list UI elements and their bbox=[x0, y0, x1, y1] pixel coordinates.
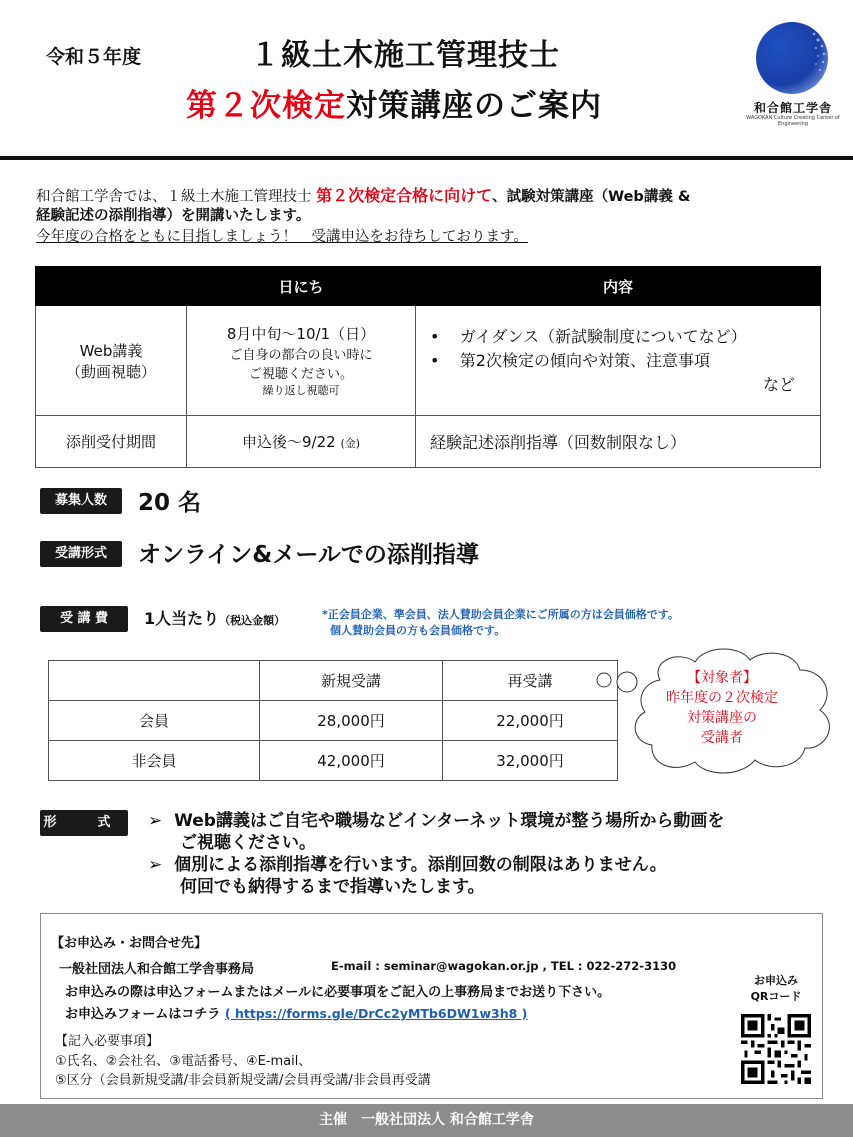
date-note: ご自身の都合の良い時に bbox=[229, 348, 373, 363]
fee-note: 個人賛助会員の方も会員価格です。 bbox=[330, 624, 506, 637]
capacity-value: 20 名 bbox=[138, 490, 202, 516]
format-item-1-cont: ご視聴ください。 bbox=[180, 833, 316, 853]
intro-highlight: 第２次検定合格に向けて bbox=[316, 186, 493, 205]
format-item-2: ➢ 個別による添削指導を行います。添削回数の制限はありません。 bbox=[148, 855, 667, 875]
web-lecture-content bbox=[416, 306, 821, 416]
date-note: ご視聴ください。 bbox=[248, 367, 353, 382]
web-lecture-date bbox=[187, 306, 416, 416]
content-item: • ガイダンス（新試験制度についてなど） bbox=[430, 326, 747, 346]
content-item: • 第2次検定の傾向や対策、注意事項 bbox=[430, 350, 710, 370]
price-table bbox=[48, 660, 618, 781]
format-value: オンライン&メールでの添削指導 bbox=[138, 542, 479, 568]
capacity-tag: 募集人数 bbox=[40, 488, 122, 514]
price-cell: 42,000円 bbox=[260, 741, 443, 781]
page-subtitle bbox=[186, 80, 602, 125]
intro-text-bold: 、試験対策講座（Web講義 & bbox=[492, 189, 691, 205]
target-heading: 【対象者】 bbox=[687, 670, 757, 686]
fee-note: *正会員企業、準会員、法人賛助会員企業にご所属の方は会員価格です。 bbox=[322, 608, 679, 621]
row-label: Web講義 bbox=[79, 341, 143, 360]
price-header-repeat: 再受講 bbox=[443, 661, 618, 701]
web-lecture-label bbox=[36, 306, 187, 416]
contact-heading: 【お申込み・お問合せ先】 bbox=[51, 936, 208, 951]
target-note bbox=[652, 668, 792, 748]
price-header-new: 新規受講 bbox=[260, 661, 443, 701]
target-line: 対策講座の bbox=[687, 710, 757, 726]
schedule-header-date: 日にち bbox=[187, 267, 416, 306]
required-items: ①氏名、②会社名、③電話番号、④E-mail、 bbox=[55, 1054, 312, 1069]
repeat-note: 繰り返し視聴可 bbox=[262, 384, 340, 397]
correction-period-date: 申込後～9/22 (金) bbox=[187, 416, 416, 468]
table-row bbox=[49, 741, 618, 781]
qr-label: お申込み QRコード bbox=[750, 974, 802, 1003]
subtitle-highlight: 第２次検定 bbox=[186, 88, 346, 124]
date-range: 8月中旬～10/1（日） bbox=[226, 325, 376, 343]
contact-form-line: お申込みフォームはコチラ ( https://forms.gle/DrCc2yMTb6DW1w3h8 ) bbox=[65, 1006, 528, 1022]
form-link[interactable]: ( https://forms.gle/DrCc2yMTb6DW1w3h8 ) bbox=[224, 1006, 528, 1021]
intro-line-2: 経験記述の添削指導）を開講いたします。 bbox=[36, 208, 311, 224]
contact-instruction: お申込みの際は申込フォームまたはメールに必要事項をご記入の上事務局までお送り下さい。 bbox=[65, 985, 611, 1000]
intro-line-1 bbox=[36, 185, 691, 208]
footer-organizer: 主催 一般社団法人 和合館工学舎 bbox=[0, 1104, 853, 1137]
content-suffix: など bbox=[762, 374, 795, 394]
fee-tag: 受 講 費 bbox=[40, 606, 128, 632]
qr-code-icon[interactable] bbox=[741, 1014, 811, 1084]
correction-period-content: 経験記述添削指導（回数制限なし） bbox=[416, 416, 821, 468]
arrow-icon: ➢ bbox=[148, 855, 163, 875]
required-heading: 【記入必要事項】 bbox=[55, 1034, 160, 1049]
logo-name: 和合館工学舎 bbox=[753, 101, 832, 115]
header-divider bbox=[0, 156, 853, 160]
price-cell: 22,000円 bbox=[443, 701, 618, 741]
fiscal-year: 令和５年度 bbox=[46, 46, 142, 68]
subtitle-rest: 対策講座のご案内 bbox=[346, 88, 602, 124]
price-cell: 非会員 bbox=[49, 741, 260, 781]
target-line: 受講者 bbox=[701, 730, 743, 746]
price-cell: 会員 bbox=[49, 701, 260, 741]
logo-icon bbox=[756, 22, 828, 94]
intro-line-3: 今年度の合格をともに目指しましょう！ 受講申込をお待ちしております。 bbox=[36, 229, 528, 245]
price-header bbox=[49, 661, 260, 701]
arrow-icon: ➢ bbox=[148, 811, 163, 831]
page-title: １級土木施工管理技士 bbox=[250, 38, 560, 73]
logo-subtitle: WAGOKAN Culture Creating Center of Engineering bbox=[746, 115, 840, 127]
correction-period-label: 添削受付期間 bbox=[36, 416, 187, 468]
format-detail-tag: 形 式 bbox=[40, 810, 128, 836]
contact-email-tel: E-mail : seminar@wagokan.or.jp , TEL : 022-272-3130 bbox=[331, 959, 677, 973]
intro-text: 和合館工学舎では、１級土木施工管理技士 bbox=[36, 189, 317, 205]
schedule-header-content: 内容 bbox=[416, 267, 821, 306]
contact-org: 一般社団法人和合館工学舎事務局 bbox=[59, 962, 255, 977]
contact-box bbox=[40, 913, 823, 1099]
table-row bbox=[49, 701, 618, 741]
format-item-1: ➢ Web講義はご自宅や職場などインターネット環境が整う場所から動画を bbox=[148, 811, 725, 831]
tax-note: （税込金額） bbox=[219, 614, 286, 627]
schedule-header bbox=[36, 267, 187, 306]
format-item-2-cont: 何回でも納得するまで指導いたします。 bbox=[180, 877, 485, 897]
price-cell: 32,000円 bbox=[443, 741, 618, 781]
format-tag: 受講形式 bbox=[40, 541, 122, 567]
target-line: 昨年度の２次検定 bbox=[666, 690, 778, 706]
required-items: ⑤区分（会員新規受講/非会員新規受講/会員再受講/非会員再受講 bbox=[55, 1073, 431, 1088]
schedule-table bbox=[35, 266, 821, 468]
fee-label: 1人当たり（税込金額） bbox=[144, 609, 286, 628]
row-label-sub: （動画視聴） bbox=[65, 362, 156, 381]
price-cell: 28,000円 bbox=[260, 701, 443, 741]
